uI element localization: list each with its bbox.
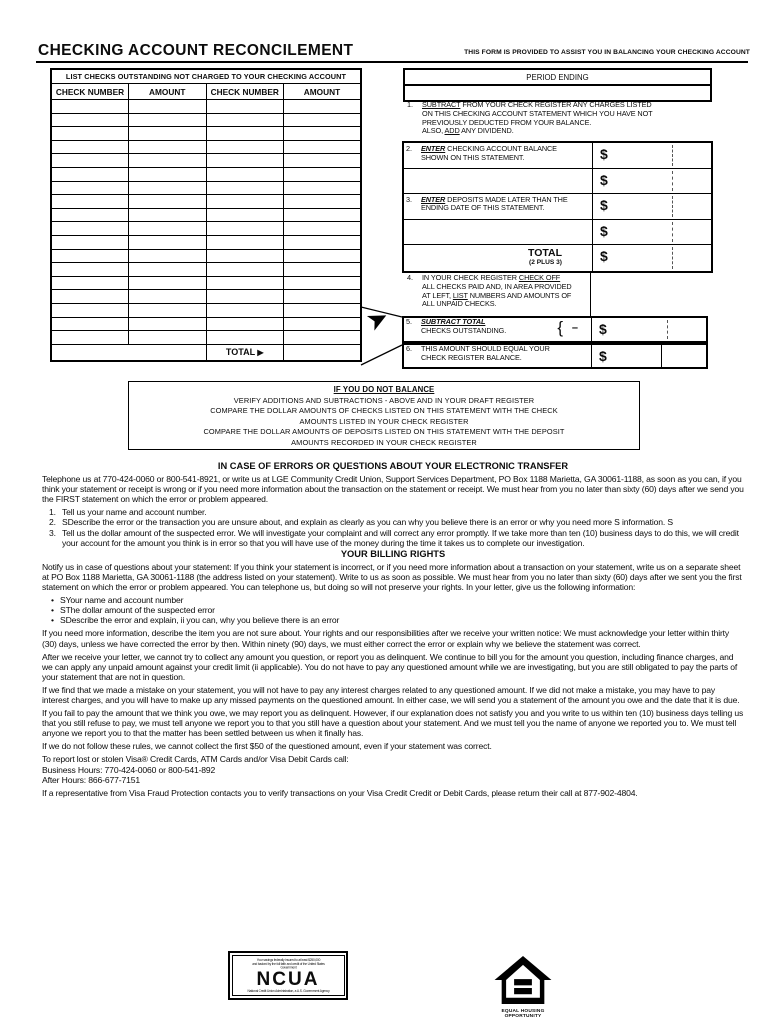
cents-divider [667, 320, 668, 339]
step-4-line2: ALL CHECKS PAID AND, IN AREA PROVIDED [422, 281, 572, 291]
cents-divider [672, 145, 673, 166]
page-title: CHECKING ACCOUNT RECONCILEMENT [38, 42, 354, 59]
outstanding-checks-table [50, 68, 362, 362]
errors-intro: Telephone us at 770-424-0060 or 800-541-8921, or write us at LGE Community Credit Union, Support Services Department, PO Box 1188 Marietta, GA 30061-1188, as soon as you can, if you think your statement or receipt is wrong or if you need more information about the transaction on the statement or receipt. We must hear from you no later than sixty (60) days after we send you the FIRST statement on which the error or problem appeared. [42, 474, 744, 505]
step-1 [405, 101, 705, 136]
minus-sign: – [571, 322, 578, 334]
errors-item-1 [49, 507, 744, 517]
amount-cell[interactable] [284, 317, 362, 331]
errors-item-2-text: SDescribe the error or the transaction you are unsure about, and explain as clearly as you can why you believe there is an error or why you need more S information. S [62, 517, 673, 528]
check-number-cell[interactable] [206, 317, 284, 331]
step-6-number: 6. [406, 344, 412, 353]
check-number-cell[interactable] [51, 235, 129, 249]
checks-table-caption: LIST CHECKS OUTSTANDING NOT CHARGED TO YOUR CHECKING ACCOUNT [51, 69, 361, 84]
check-number-cell[interactable] [206, 167, 284, 181]
errors-heading: IN CASE OF ERRORS OR QUESTIONS ABOUT YOUR ELECTRONIC TRANSFER [217, 461, 569, 471]
check-number-cell[interactable] [51, 195, 129, 209]
step-5-underline: SUBTRACT TOTAL [421, 317, 486, 326]
cents-divider [672, 247, 673, 270]
check-number-cell[interactable] [206, 303, 284, 317]
check-number-cell[interactable] [206, 263, 284, 277]
fraud-line: If a representative from Visa Fraud Protection contacts you to verify transactions on your Visa Credit Credit or Debit Cards, please return their call at 877-902-4804. [42, 787, 638, 798]
check-row [51, 127, 361, 141]
total-amount-cell[interactable] [284, 344, 362, 361]
amount-cell[interactable] [284, 208, 362, 222]
step-1-line4-underline: ADD [444, 126, 460, 136]
equal-housing-house-icon [494, 956, 552, 1004]
amount-cell[interactable] [284, 290, 362, 304]
step-6-text-cell [404, 345, 592, 367]
step-2-number: 2. [406, 144, 412, 153]
step-3-text [421, 196, 568, 214]
check-number-cell[interactable] [51, 222, 129, 236]
report-line: To report lost or stolen Visa® Credit Cards, ATM Cards and/or Visa Debit Cards call: [42, 754, 349, 765]
col-header-amount-1: AMOUNT [129, 84, 207, 100]
if-not-balance-heading: IF YOU DO NOT BALANCE [333, 385, 435, 394]
after-hours-line: After Hours: 866-677-7151 [42, 774, 141, 785]
errors-item-1-number: 1. [49, 507, 56, 518]
step-4-line3a: AT LEFT, [422, 290, 453, 300]
step-3-amount-field[interactable] [593, 193, 713, 219]
amount-cell[interactable] [129, 167, 207, 181]
col-header-check-number-1: CHECK NUMBER [51, 84, 129, 100]
check-row [51, 290, 361, 304]
dollar-sign: $ [600, 171, 608, 188]
check-row [51, 222, 361, 236]
billing-p6: If we do not follow these rules, we cannot collect the first $50 of the questioned amount, even if your statement was correct. [42, 741, 492, 752]
check-row [51, 317, 361, 331]
step-4 [405, 274, 595, 309]
amount-cell[interactable] [129, 331, 207, 345]
ncua-logo-inner [232, 955, 345, 997]
check-row [51, 113, 361, 127]
step-1-underline: SUBTRACT [422, 100, 461, 109]
errors-item-2 [49, 517, 744, 527]
amount-column-line [590, 271, 591, 317]
check-number-cell[interactable] [206, 276, 284, 290]
amount-cell[interactable] [129, 154, 207, 168]
total-label-cell [206, 344, 284, 361]
step-5-amount-field[interactable] [592, 318, 706, 341]
step-2-line2: SHOWN ON THIS STATEMENT. [421, 152, 525, 162]
check-row [51, 167, 361, 181]
amount-cell[interactable] [284, 235, 362, 249]
step-4-line1-underline: CHECK OFF [518, 273, 561, 282]
step-5-box [402, 316, 708, 343]
checks-table-body [51, 100, 361, 345]
legal-text [42, 460, 744, 801]
check-number-cell[interactable] [206, 208, 284, 222]
step-4-line3-underline: LIST [452, 290, 468, 300]
amount-cell[interactable] [284, 100, 362, 114]
step-1-number: 1. [407, 100, 413, 109]
check-number-cell[interactable] [51, 181, 129, 195]
check-number-cell[interactable] [51, 140, 129, 154]
check-row [51, 276, 361, 290]
check-row [51, 331, 361, 345]
bullet-icon: • [51, 595, 54, 606]
grid-total-sublabel: (2 PLUS 3) [529, 258, 562, 266]
amount-cell[interactable] [129, 249, 207, 263]
step-5-text-cell [404, 318, 592, 341]
check-row [51, 100, 361, 114]
billing-bullet-1-text: SYour name and account number [60, 595, 184, 606]
check-number-cell[interactable] [51, 331, 129, 345]
blank-amount-field-1[interactable] [593, 168, 713, 193]
billing-p2: If you need more information, describe the item you are not sure about. Your rights and our responsibilities after we receive your written notice: We must acknowledge your letter within thirty (30) days, unless we have corrected the error by then. Within ninety (90) days, we must either correct the error or explain why we believe the statement was correct. [42, 628, 730, 649]
amount-cell[interactable] [284, 140, 362, 154]
step-1-line1: FROM YOUR CHECK REGISTER ANY CHARGES LISTED [460, 100, 652, 109]
step-3-underline: ENTER [421, 194, 446, 204]
dollar-sign: $ [599, 348, 607, 364]
title-divider [36, 61, 748, 63]
step-1-line3: PREVIOUSLY DEDUCTED FROM YOUR BALANCE. [422, 117, 592, 127]
step-2-amount-field[interactable] [593, 142, 713, 168]
period-ending-box [403, 68, 712, 102]
billing-heading: YOUR BILLING RIGHTS [340, 548, 446, 559]
amount-cell[interactable] [284, 127, 362, 141]
step-3-number: 3. [406, 194, 412, 204]
blank-amount-field-2[interactable] [593, 219, 713, 244]
step-2-line1: CHECKING ACCOUNT BALANCE [445, 144, 557, 153]
arrow-icon: ➤ [362, 303, 392, 336]
dollar-sign: $ [600, 146, 608, 162]
check-number-cell[interactable] [51, 127, 129, 141]
check-number-cell[interactable] [51, 208, 129, 222]
dollar-sign: $ [599, 321, 607, 337]
ncua-logo [228, 951, 348, 1000]
check-number-cell[interactable] [51, 303, 129, 317]
check-number-cell[interactable] [206, 290, 284, 304]
amount-cell[interactable] [129, 127, 207, 141]
check-number-cell[interactable] [206, 140, 284, 154]
if-not-balance-line-3: AMOUNTS LISTED IN YOUR CHECK REGISTER [299, 416, 469, 426]
amount-cell[interactable] [129, 276, 207, 290]
check-number-cell[interactable] [206, 154, 284, 168]
amount-cell[interactable] [129, 181, 207, 195]
check-number-cell[interactable] [206, 331, 284, 345]
if-not-balance-line-2: COMPARE THE DOLLAR AMOUNTS OF CHECKS LISTED ON THIS STATEMENT WITH THE CHECK [210, 406, 558, 415]
billing-bullet-2-text: SThe dollar amount of the suspected error [60, 605, 215, 616]
bullet-icon: • [51, 605, 54, 616]
cents-divider [672, 171, 673, 191]
amount-cell[interactable] [284, 181, 362, 195]
step-3-line2: ENDING DATE OF THIS STATEMENT. [421, 203, 545, 213]
check-row [51, 235, 361, 249]
billing-p4: If we find that we made a mistake on your statement, you will not have to pay any interest charges related to any questioned amount. If we did not make a mistake, you may have to pay interest charges, and you will have to make up any missed payments on the questioned amount. In either case, we will send you a statement of the amount you owe and the date that it is due. [42, 684, 740, 705]
check-row [51, 249, 361, 263]
brace-glyph: { [557, 318, 563, 337]
errors-item-1-text: Tell us your name and account number. [62, 507, 207, 518]
amount-cell[interactable] [129, 195, 207, 209]
billing-bullet-2 [51, 605, 744, 615]
amount-cell[interactable] [284, 303, 362, 317]
amount-cell[interactable] [129, 303, 207, 317]
check-row [51, 263, 361, 277]
check-number-cell[interactable] [51, 290, 129, 304]
step-4-line4: ALL UNPAID CHECKS. [422, 299, 497, 309]
check-number-cell[interactable] [206, 249, 284, 263]
step-4-line1a: IN YOUR CHECK REGISTER [422, 273, 519, 282]
amount-cell[interactable] [129, 317, 207, 331]
equal-housing-text-1: EQUAL HOUSING [501, 1009, 545, 1014]
check-number-cell[interactable] [206, 100, 284, 114]
amount-cell[interactable] [129, 113, 207, 127]
if-not-balance-line-4: COMPARE THE DOLLAR AMOUNTS OF DEPOSITS LISTED ON THIS STATEMENT WITH THE DEPOSIT [203, 427, 565, 436]
check-number-cell[interactable] [206, 113, 284, 127]
check-number-cell[interactable] [51, 167, 129, 181]
check-row [51, 303, 361, 317]
col-header-check-number-2: CHECK NUMBER [206, 84, 284, 100]
amount-cell[interactable] [284, 263, 362, 277]
total-blank-cell[interactable] [51, 344, 206, 361]
grid-total-amount-field[interactable] [593, 244, 713, 272]
col-header-amount-2: AMOUNT [284, 84, 362, 100]
check-row [51, 154, 361, 168]
check-number-cell[interactable] [206, 181, 284, 195]
cents-divider [672, 196, 673, 217]
amount-cell[interactable] [129, 222, 207, 236]
step-1-line2: ON THIS CHECKING ACCOUNT STATEMENT WHICH YOU HAVE NOT [422, 108, 653, 118]
step-3-line1: DEPOSITS MADE LATER THAN THE [445, 194, 568, 204]
period-ending-label: PERIOD ENDING [405, 70, 710, 86]
billing-p3: After we receive your letter, we cannot try to collect any amount you question, or report you as delinquent. We continue to bill you for the amount you question, including finance charges, and we can apply any unpaid amount against your credit limit (ii applicable). You do not have to pay any questioned amount while we are investigating, but you are still obligated to pay the parts of your statement that are not in question. [42, 651, 738, 682]
equal-housing-logo [489, 956, 557, 1019]
check-number-cell[interactable] [51, 113, 129, 127]
step-1-line4b: ANY DIVIDEND. [459, 126, 514, 136]
billing-p1: Notify us in case of questions about your statement: If you think your statement is incorrect, or if you need more information about a transaction on your statement, write us on a separate sheet at PO Box 1188 Marietta, GA 30061-1188 (the address listed on your statement). Write to us as soon as possible. We must hear from you no later than sixty (60) days after we sent you the first statement on which the error or problem appeared. You can telephone us, but doing so will not preserve your rights. In your letter, give us the following information: [42, 561, 742, 593]
blank-row-1-cell [403, 168, 593, 193]
step-4-number: 4. [407, 273, 413, 282]
errors-item-2-number: 2. [49, 517, 56, 528]
amount-cell[interactable] [284, 167, 362, 181]
billing-bullet-1 [51, 595, 744, 605]
step-6-text [421, 345, 550, 363]
step-5-line2: CHECKS OUTSTANDING. [421, 325, 507, 335]
amount-cell[interactable] [129, 263, 207, 277]
dollar-sign: $ [600, 222, 608, 239]
if-not-balance-line-1: VERIFY ADDITIONS AND SUBTRACTIONS - ABOVE AND IN YOUR DRAFT REGISTER [233, 395, 535, 405]
billing-bullet-3-text: SDescribe the error and explain, ii you can, why you believe there is an error [60, 615, 340, 626]
check-number-cell[interactable] [51, 263, 129, 277]
errors-item-3-text: Tell us the dollar amount of the suspected error. We will investigate your complaint and will correct any error promptly. If we take more than ten (10) business days to do this, we will credit your account for the amount you think is in error so that you will have use of the money during the time it takes us to complete our investigation. [62, 527, 739, 548]
amount-cell[interactable] [284, 113, 362, 127]
cents-divider [672, 222, 673, 242]
step-4-text [422, 274, 572, 309]
step-1-text [422, 101, 653, 136]
dollar-sign: $ [600, 196, 608, 213]
check-number-cell[interactable] [206, 222, 284, 236]
amount-cell[interactable] [284, 222, 362, 236]
step-6-line2: CHECK REGISTER BALANCE. [421, 352, 522, 362]
check-row [51, 195, 361, 209]
amount-cell[interactable] [284, 276, 362, 290]
amount-cell[interactable] [129, 208, 207, 222]
step-6-line1: THIS AMOUNT SHOULD EQUAL YOUR [421, 344, 550, 353]
billing-bullet-3 [51, 615, 744, 625]
blank-row-2-cell [403, 219, 593, 244]
if-not-balance-line-5: AMOUNTS RECORDED IN YOUR CHECK REGISTER [291, 437, 477, 447]
step-6-amount-field[interactable] [592, 345, 706, 367]
amount-cell[interactable] [284, 195, 362, 209]
total-label: TOTAL [225, 347, 255, 358]
business-hours-line: Business Hours: 770-424-0060 or 800-541-892 [42, 764, 216, 775]
cents-divider-solid [661, 345, 662, 367]
step-5-number: 5. [406, 317, 412, 326]
check-row [51, 140, 361, 154]
amount-cell[interactable] [129, 235, 207, 249]
errors-item-3 [49, 528, 744, 548]
check-number-cell[interactable] [206, 195, 284, 209]
amount-cell[interactable] [129, 140, 207, 154]
check-number-cell[interactable] [51, 317, 129, 331]
step-3-cell [403, 193, 593, 219]
check-row [51, 181, 361, 195]
if-not-balance-box [128, 381, 640, 450]
total-row [51, 344, 361, 361]
check-number-cell[interactable] [51, 154, 129, 168]
amount-cell[interactable] [284, 331, 362, 345]
amount-cell[interactable] [129, 290, 207, 304]
dollar-sign: $ [600, 247, 608, 264]
bullet-icon: • [51, 615, 54, 626]
balance-grid [402, 141, 713, 273]
step-2-cell [403, 142, 593, 168]
ncua-bottom-text: National Credit Union Administration, a U.S. Government Agency [246, 988, 330, 993]
ncua-top-text-2: and backed by the full faith and credit of the United States Government [251, 961, 325, 970]
step-6-box [402, 343, 708, 369]
check-row [51, 208, 361, 222]
step-1-line4a: ALSO, [422, 126, 445, 136]
check-number-cell[interactable] [51, 249, 129, 263]
billing-p5: If you fail to pay the amount that we think you owe, we may report you as delinquent. However, if our explanation does not satisfy you and you write to us within ten (10) business days telling us that you still refuse to pay, we must tell anyone we report you to that you still have a question about your statement. And we must tell you the name of anyone we reported you to. We must tell anyone we report you to that the matter has been settled between us when it finally has. [42, 708, 744, 739]
amount-cell[interactable] [284, 249, 362, 263]
step-5-text [421, 318, 506, 336]
ncua-wordmark: NCUA [256, 969, 320, 991]
total-2-plus-3-cell [403, 244, 593, 272]
equal-housing-text-2: OPPORTUNITY [504, 1014, 542, 1020]
check-number-cell[interactable] [206, 127, 284, 141]
errors-item-3-number: 3. [49, 527, 56, 538]
ncua-top-text-1: Your savings federally insured to at least $250,000 [256, 957, 320, 962]
check-number-cell[interactable] [206, 235, 284, 249]
grid-total-label: TOTAL [527, 246, 562, 259]
page-subtitle: THIS FORM IS PROVIDED TO ASSIST YOU IN BALANCING YOUR CHECKING ACCOUNT [464, 49, 750, 56]
total-arrow-icon: ▶ [257, 348, 264, 358]
amount-cell[interactable] [284, 154, 362, 168]
step-2-text [421, 145, 557, 163]
amount-cell[interactable] [129, 100, 207, 114]
step-4-line3b: NUMBERS AND AMOUNTS OF [467, 290, 572, 300]
step-2-underline: ENTER [421, 144, 446, 153]
check-number-cell[interactable] [51, 276, 129, 290]
period-ending-field[interactable] [405, 86, 710, 100]
check-number-cell[interactable] [51, 100, 129, 114]
